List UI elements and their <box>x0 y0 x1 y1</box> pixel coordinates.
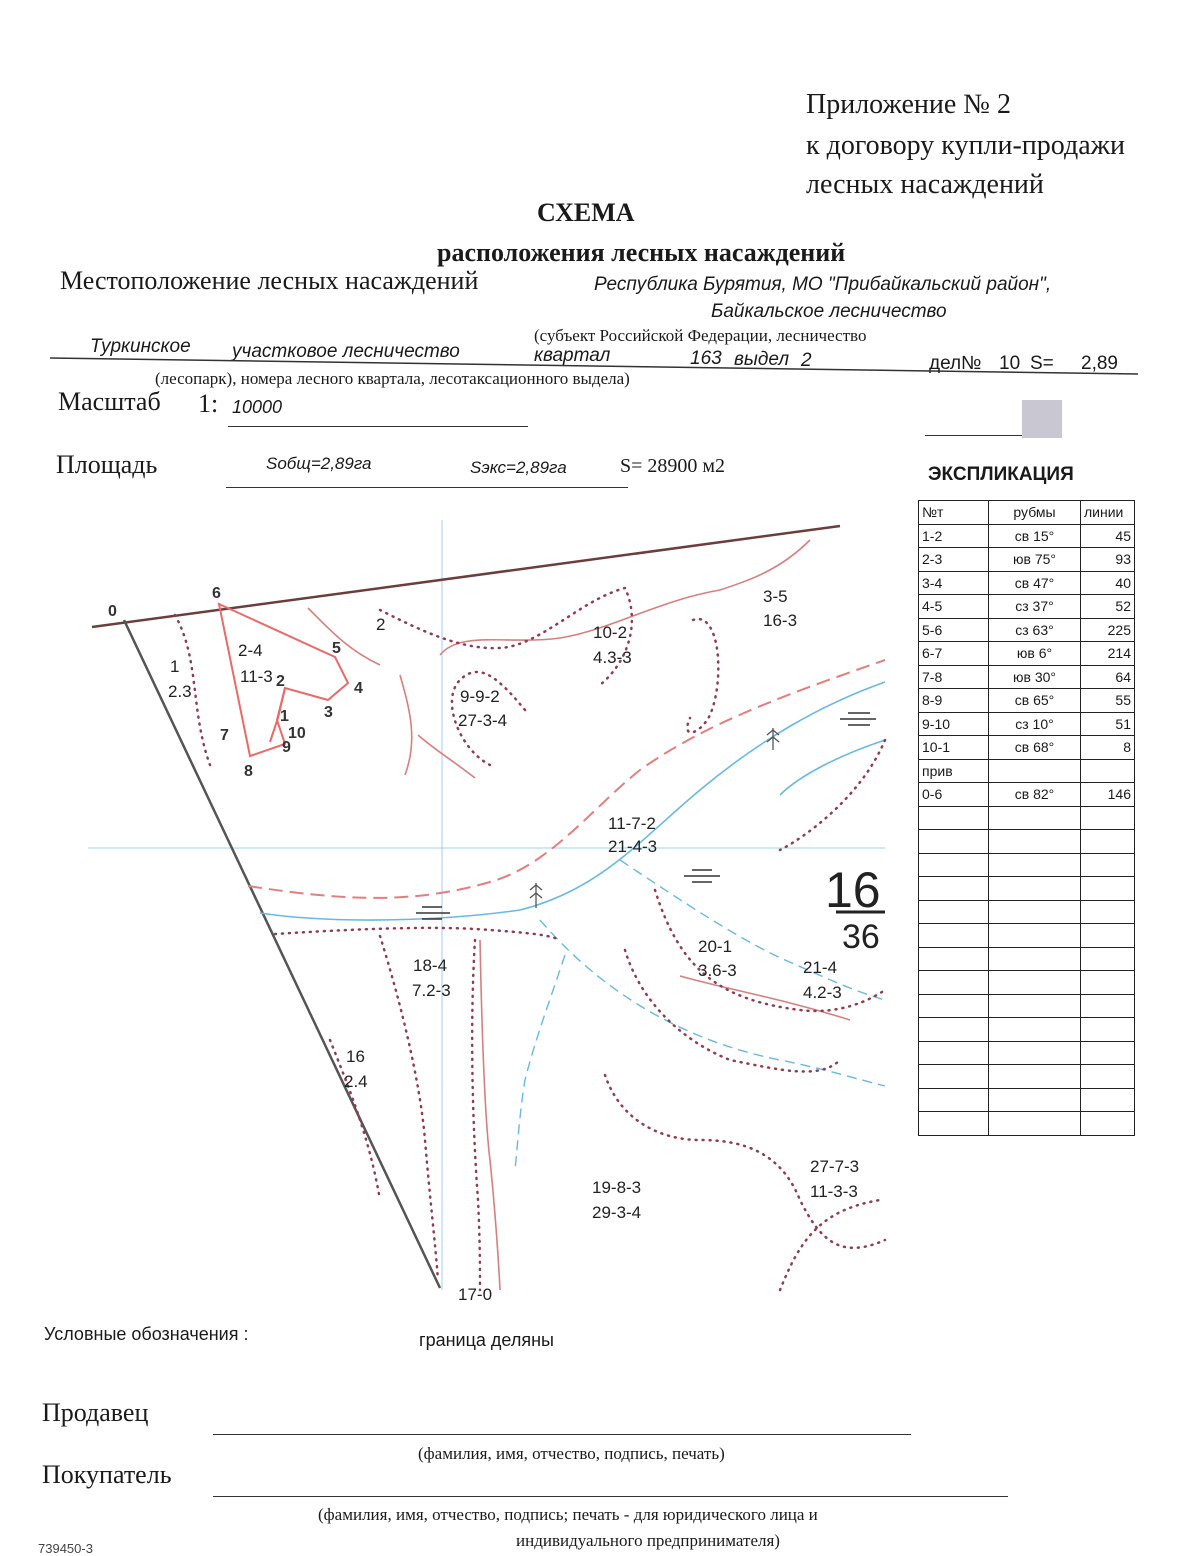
vydel-num: 1 <box>170 657 180 676</box>
legend-label: Условные обозначения : <box>44 1324 249 1344</box>
seller-line <box>213 1434 911 1435</box>
row-length: 40 <box>1081 571 1135 595</box>
table-row <box>919 736 1135 760</box>
cut-off-text: 17-0 <box>458 1285 493 1300</box>
table-row-empty <box>919 1018 1135 1042</box>
row-point: 9-10 <box>919 712 989 736</box>
vydel-boundaries <box>175 588 885 1290</box>
stream <box>780 740 885 795</box>
row-bearing: юв 75° <box>989 548 1081 572</box>
row-point: 10-1 <box>919 736 989 760</box>
drainage-line-4 <box>308 608 380 665</box>
row-length: 51 <box>1081 712 1135 736</box>
s-label: S= <box>1030 353 1054 374</box>
caption-park: (лесопарк), номера лесного квартала, лесотаксационного выдела) <box>155 369 630 388</box>
table-row <box>919 712 1135 736</box>
table-row <box>919 571 1135 595</box>
district-name: Туркинское <box>90 336 191 357</box>
row-length: 64 <box>1081 665 1135 689</box>
buyer-caption-2: индивидуального предпринимателя) <box>516 1531 780 1550</box>
row-bearing: св 68° <box>989 736 1081 760</box>
kvartal-boundary-top <box>92 526 840 627</box>
scale-underline <box>228 426 528 427</box>
row-point: 7-8 <box>919 665 989 689</box>
table-row <box>919 689 1135 713</box>
point-5: 5 <box>332 640 341 657</box>
stream-dashed <box>515 955 565 1170</box>
vydel-num: 2 <box>376 615 386 634</box>
table-row-empty <box>919 994 1135 1018</box>
row-length: 146 <box>1081 783 1135 807</box>
vydel-code: 2.4 <box>344 1072 368 1091</box>
row-point: 5-6 <box>919 618 989 642</box>
point-0: 0 <box>108 603 117 620</box>
table-row-empty <box>919 900 1135 924</box>
row-bearing <box>989 759 1081 783</box>
point-3: 3 <box>324 704 333 721</box>
header-bearing: рубмы <box>989 501 1081 525</box>
area-label: Площадь <box>56 450 158 479</box>
row-point: 3-4 <box>919 571 989 595</box>
row-length: 55 <box>1081 689 1135 713</box>
vydel-num: 20-1 <box>698 937 733 956</box>
vydel-value: 2 <box>801 350 812 371</box>
vydel-code: 27-3-4 <box>458 711 508 730</box>
vydel-num: 2-4 <box>238 641 263 660</box>
del-value: 10 <box>999 353 1021 374</box>
vydel-num: 10-2 <box>593 623 628 642</box>
vydel-code: 11-3-3 <box>810 1182 858 1201</box>
buyer-line <box>213 1496 1008 1497</box>
row-point: 6-7 <box>919 642 989 666</box>
drainage-line-5 <box>480 940 500 1290</box>
table-row-empty <box>919 877 1135 901</box>
row-length <box>1081 759 1135 783</box>
appendix-line3: лесных насаждений <box>806 169 1044 200</box>
vydel-code: 4.3-3 <box>593 648 632 667</box>
area-sqm: S= 28900 м2 <box>620 455 726 477</box>
river <box>260 682 885 920</box>
vydel-code: 29-3-4 <box>592 1203 642 1222</box>
buyer-label: Покупатель <box>42 1460 172 1489</box>
row-bearing: сз 63° <box>989 618 1081 642</box>
row-length: 52 <box>1081 595 1135 619</box>
vydel-label: выдел <box>734 349 790 370</box>
seller-caption: (фамилия, имя, отчество, подпись, печать) <box>418 1444 725 1463</box>
vydel-code: 7.2-3 <box>412 981 451 1000</box>
vydel-code: 3.6-3 <box>698 961 737 980</box>
scale-value: 10000 <box>232 397 283 417</box>
row-length: 45 <box>1081 524 1135 548</box>
appendix-line2: к договору купли-продажи <box>806 130 1125 161</box>
point-9: 9 <box>282 739 291 756</box>
row-bearing: сз 37° <box>989 595 1081 619</box>
seller-label: Продавец <box>42 1398 149 1427</box>
vydel-code: 4.2-3 <box>803 983 842 1002</box>
area-total: Sобщ=2,89га <box>266 454 372 473</box>
table-row-empty <box>919 1112 1135 1136</box>
kvartal-value: 163 <box>690 348 722 369</box>
table-row-empty <box>919 806 1135 830</box>
forest-map <box>80 520 890 1300</box>
row-bearing: св 15° <box>989 524 1081 548</box>
table-row-empty <box>919 947 1135 971</box>
vydel-num: 16 <box>346 1047 365 1066</box>
kvartal-top: 16 <box>825 862 881 918</box>
header-length: линии <box>1081 501 1135 525</box>
table-row <box>919 665 1135 689</box>
table-row-empty <box>919 924 1135 948</box>
explication-header-row <box>919 501 1135 525</box>
table-row <box>919 642 1135 666</box>
row-length: 8 <box>1081 736 1135 760</box>
footer-code: 739450-3 <box>38 1541 93 1556</box>
kvartal-bottom: 36 <box>842 918 880 956</box>
location-underline <box>0 0 1200 400</box>
vydel-num: 9-9-2 <box>460 687 500 706</box>
point-1: 1 <box>280 708 289 725</box>
point-6: 6 <box>212 585 221 602</box>
vydel-code: 11-3 <box>240 667 273 686</box>
table-row <box>919 548 1135 572</box>
appendix-line1: Приложение № 2 <box>806 89 1011 120</box>
vydel-num: 18-4 <box>413 956 448 975</box>
table-row-empty <box>919 830 1135 854</box>
vydel-num: 21-4 <box>803 958 838 977</box>
table-row <box>919 595 1135 619</box>
vydel-code: 2.3 <box>168 682 192 701</box>
caption-subject: (субъект Российской Федерации, лесничество <box>534 326 867 345</box>
vydel-num: 11-7-2 <box>608 814 656 833</box>
row-bearing: св 47° <box>989 571 1081 595</box>
row-bearing: св 65° <box>989 689 1081 713</box>
vydel-code: 21-4-3 <box>608 837 658 856</box>
vydel-num: 19-8-3 <box>592 1178 642 1197</box>
location-region: Республика Бурятия, МО "Прибайкальский район", <box>594 274 1052 295</box>
buyer-caption-1: (фамилия, имя, отчество, подпись; печать - для юридического лица и <box>318 1505 818 1524</box>
location-forestry: Байкальское лесничество <box>711 301 947 322</box>
header-point: №т <box>919 501 989 525</box>
row-point: 1-2 <box>919 524 989 548</box>
table-row-empty <box>919 1088 1135 1112</box>
table-row <box>919 783 1135 807</box>
row-bearing: юв 30° <box>989 665 1081 689</box>
vydel-num: 3-5 <box>763 587 788 606</box>
kvartal-label: квартал <box>534 345 611 366</box>
location-label: Местоположение лесных насаждений <box>60 266 479 295</box>
vydel-num: 27-7-3 <box>810 1157 860 1176</box>
row-length: 214 <box>1081 642 1135 666</box>
drainage-line-2 <box>400 675 412 775</box>
scale-prefix: 1: <box>198 389 219 418</box>
point-7: 7 <box>220 727 229 744</box>
drainage-line-3 <box>418 735 475 778</box>
point-2: 2 <box>276 673 285 690</box>
row-point: прив <box>919 759 989 783</box>
table-row <box>919 524 1135 548</box>
legend-item: граница деляны <box>419 1330 554 1350</box>
row-point: 2-3 <box>919 548 989 572</box>
s-value: 2,89 <box>1081 353 1118 374</box>
grey-box <box>1022 400 1062 438</box>
road-dashed <box>248 660 885 898</box>
scale-label: Масштаб <box>58 387 161 416</box>
row-length: 225 <box>1081 618 1135 642</box>
area-underline <box>226 487 628 488</box>
table-row-empty <box>919 971 1135 995</box>
row-point: 4-5 <box>919 595 989 619</box>
explication-table <box>918 500 1135 1136</box>
table-row-empty <box>919 1041 1135 1065</box>
row-bearing: св 82° <box>989 783 1081 807</box>
del-label: дел№ <box>929 353 982 374</box>
area-exploit: Sэкс=2,89га <box>470 458 567 477</box>
table-row <box>919 618 1135 642</box>
table-row-empty <box>919 1065 1135 1089</box>
row-bearing: юв 6° <box>989 642 1081 666</box>
table-row-empty <box>919 853 1135 877</box>
row-point: 8-9 <box>919 689 989 713</box>
doc-subtitle: расположения лесных насаждений <box>437 238 846 267</box>
row-length: 93 <box>1081 548 1135 572</box>
point-4: 4 <box>354 680 363 697</box>
point-10: 10 <box>288 725 306 742</box>
row-bearing: сз 10° <box>989 712 1081 736</box>
point-8: 8 <box>244 763 253 780</box>
doc-title: СХЕМА <box>537 198 635 227</box>
table-row <box>919 759 1135 783</box>
vydel-code: 16-3 <box>763 611 798 630</box>
explication-title: ЭКСПЛИКАЦИЯ <box>928 464 1074 485</box>
row-point: 0-6 <box>919 783 989 807</box>
district-suffix: участковое лесничество <box>232 341 460 362</box>
